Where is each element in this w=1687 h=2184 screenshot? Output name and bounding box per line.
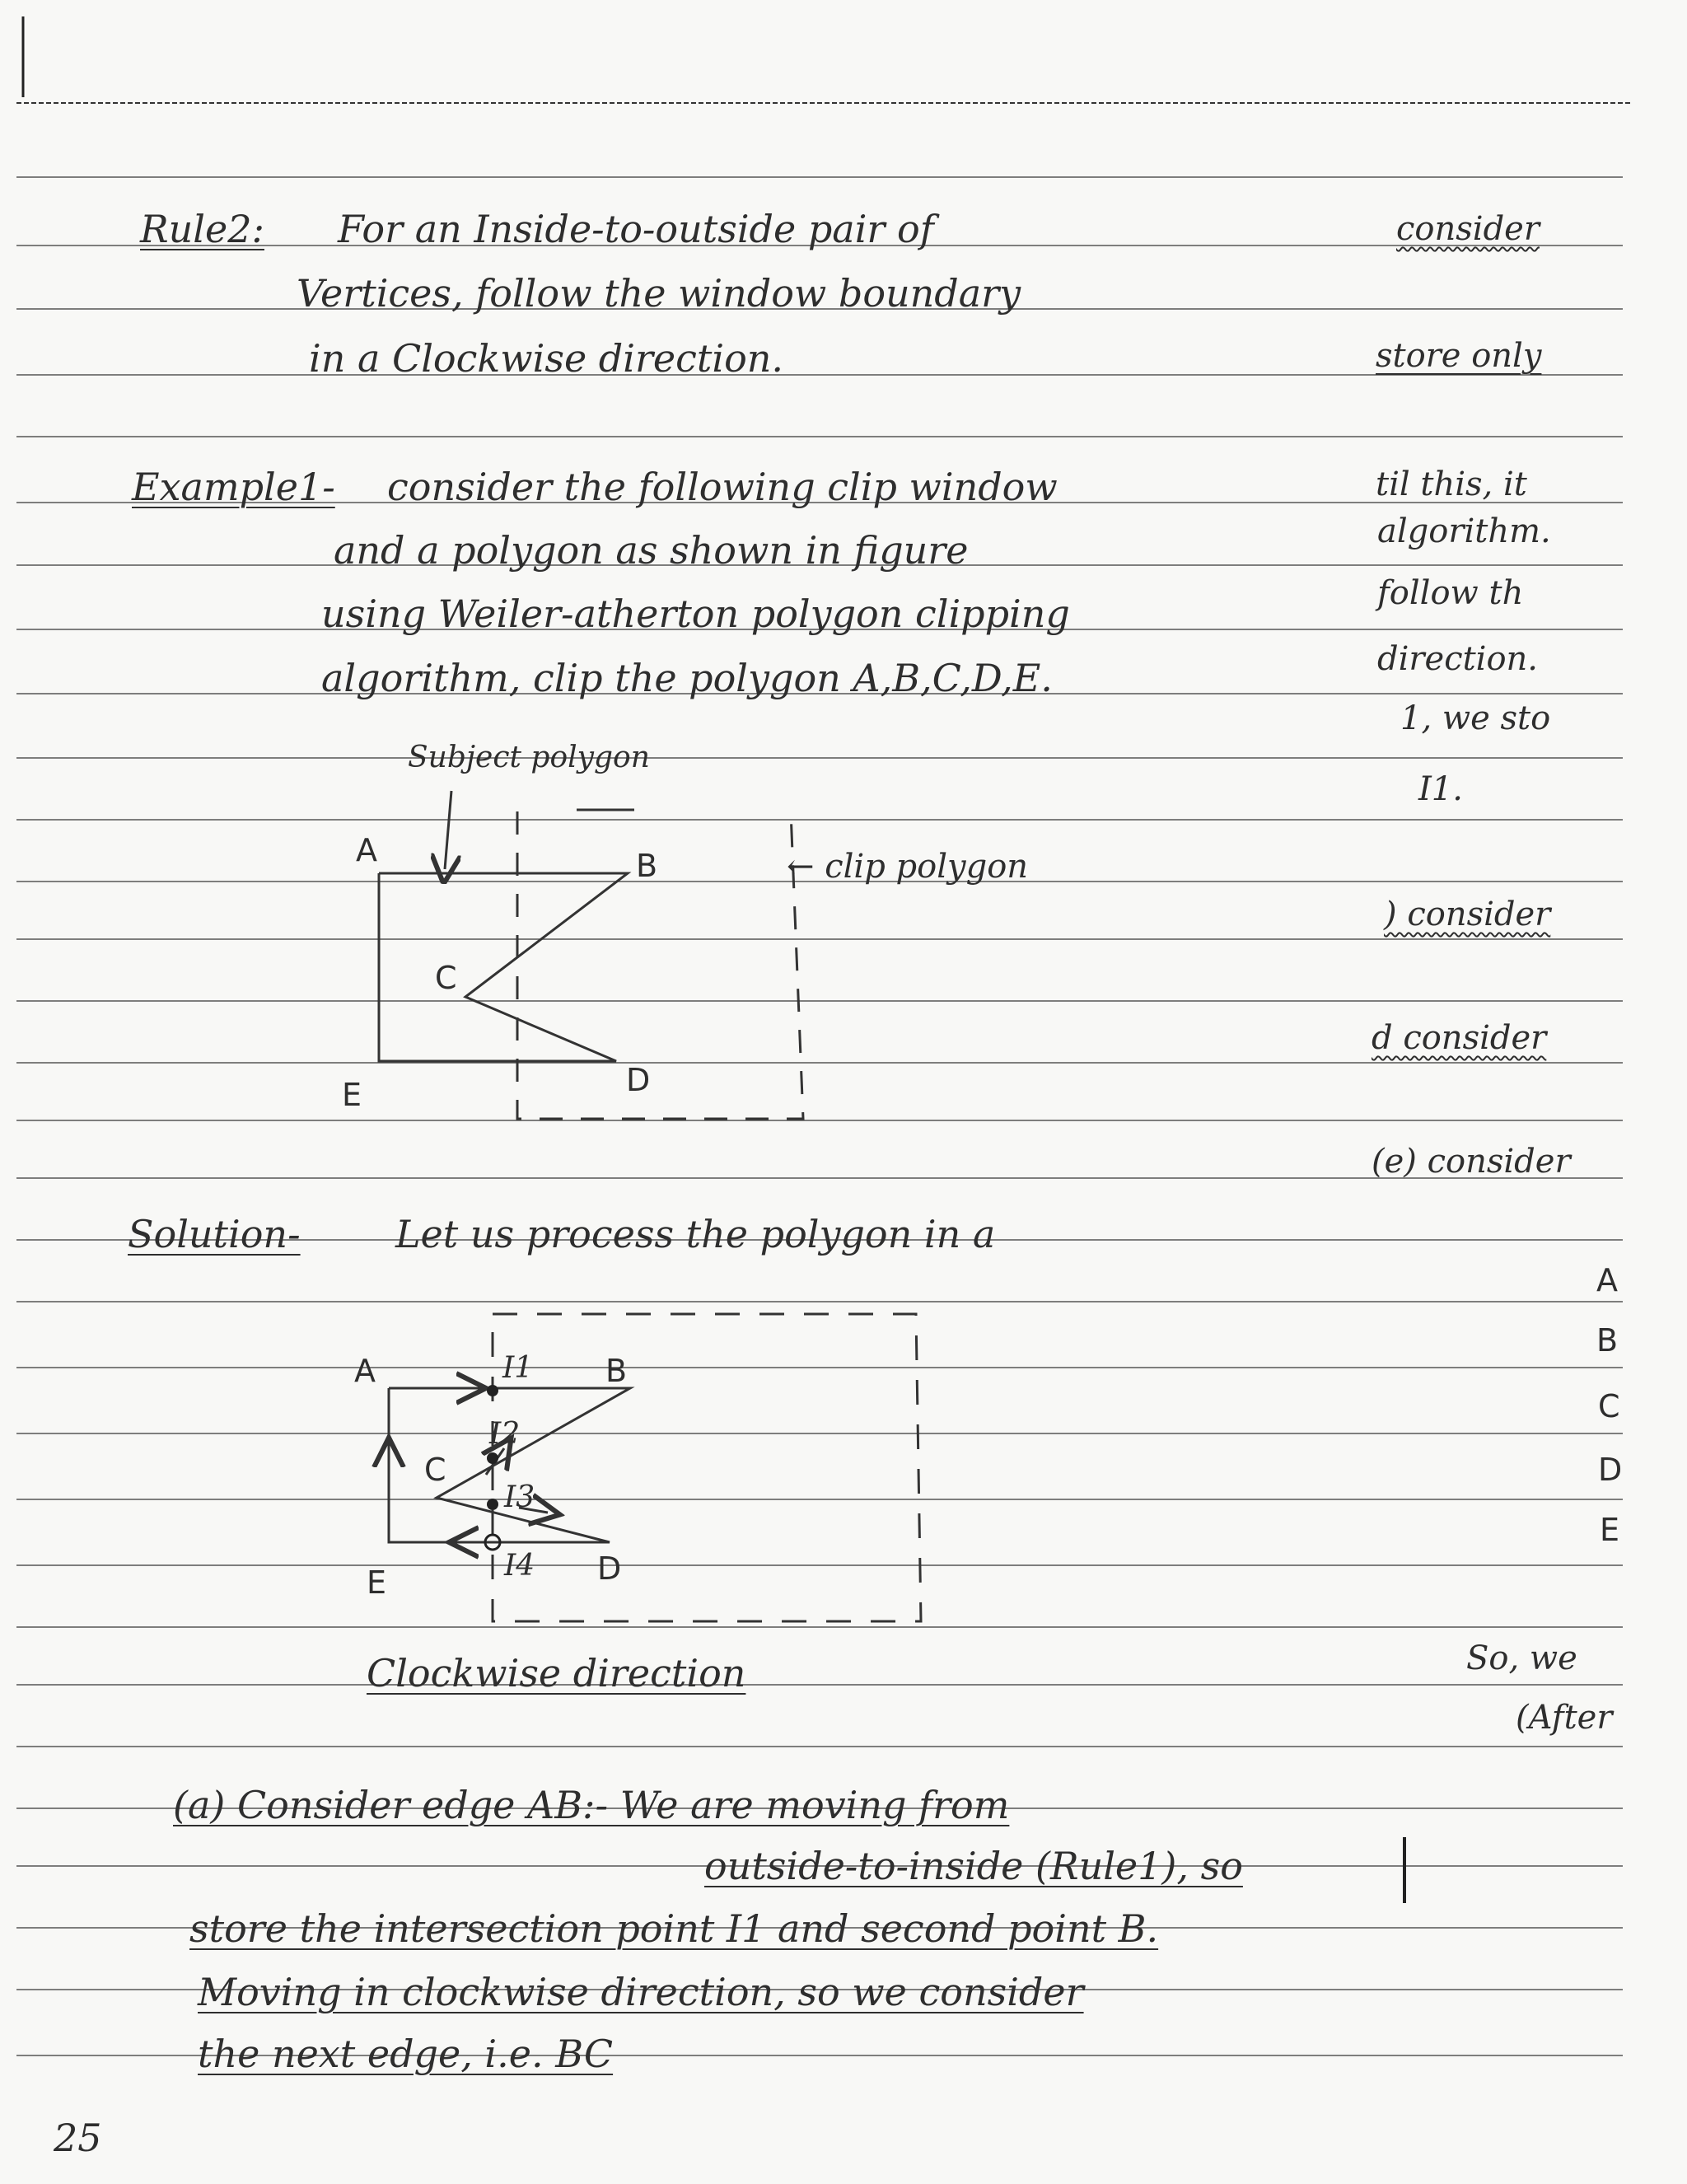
solution-label: Solution- [128,1212,301,1256]
margin-text-13: (After [1516,1699,1613,1737]
fig2-vertex-b: B [605,1353,628,1389]
solution-text: Let us process the polygon in a [395,1212,996,1256]
fig2-label-i2: I2 [489,1417,521,1451]
intersection-i1 [487,1385,498,1396]
margin-text-9: ) consider [1384,896,1551,933]
rule2-label: Rule2: [140,207,264,251]
intersection-i2 [487,1452,498,1464]
fig2-label-i4: I4 [504,1549,535,1583]
fig2-vertex-e: E [367,1564,387,1601]
example-line1: consider the following clip window [387,465,1058,509]
step-a-line1: (a) Consider edge AB:- We are moving from [173,1783,1010,1827]
rule2-line2: Vertices, follow the window boundary [297,271,1021,316]
fig2-vertex-d: D [597,1550,622,1587]
subject-polygon-label: Subject polygon [408,741,650,774]
page-number: 25 [54,2116,102,2160]
margin-text-12: So, we [1466,1639,1577,1677]
margin-text-10: d consider [1372,1019,1547,1057]
clip-polygon-label: ← clip polygon [787,848,1029,886]
margin-text-8: I1. [1418,770,1463,808]
margin-text-7: 1, we sto [1400,699,1551,737]
margin-text-11: (e) consider [1372,1143,1571,1181]
fig1-vertex-c: C [435,960,457,996]
step-a-line5: the next edge, i.e. BC [198,2032,614,2076]
margin-text-2: store only [1376,337,1542,375]
example-label: Example1- [132,465,335,509]
step-a-line4: Moving in clockwise direction, so we consider [198,1970,1084,2014]
fig2-vertex-c: C [424,1452,446,1488]
fig1-vertex-e: E [342,1077,362,1113]
fig1-vertex-a: A [356,832,377,868]
fig1-vertex-d: D [626,1062,651,1098]
rule2-line3: in a Clockwise direction. [309,336,784,381]
example-line3: using Weiler-atherton polygon clipping [321,592,1070,636]
fig1-vertex-b: B [636,848,658,884]
margin-vertex-d: D [1598,1452,1623,1488]
fig2-label-i1: I1 [502,1351,534,1385]
clip-window [493,1314,921,1621]
margin-text-5: follow th [1377,574,1524,612]
clockwise-direction-text: Clockwise direction [367,1651,746,1695]
step-a-line3: store the intersection point I1 and second point B. [189,1906,1159,1951]
margin-text-6: direction. [1377,640,1539,678]
margin-vertex-a: A [1596,1262,1618,1298]
example-line2: and a polygon as shown in figure [334,528,969,573]
margin-text-1: consider [1396,210,1540,248]
margin-vertex-c: C [1598,1388,1620,1424]
example-line4: algorithm, clip the polygon A,B,C,D,E. [321,656,1053,700]
margin-text-4: algorithm. [1377,512,1551,550]
fig2-label-i3: I3 [504,1480,535,1514]
rule2-line1: For an Inside-to-outside pair of [338,207,934,251]
margin-vertex-b: B [1596,1322,1619,1359]
margin-vertex-e: E [1600,1512,1620,1548]
intersection-i3 [487,1499,498,1510]
margin-text-3: til this, it [1376,465,1527,503]
step-a-line2: outside-to-inside (Rule1), so [704,1844,1243,1888]
fig2-vertex-a: A [354,1353,376,1389]
